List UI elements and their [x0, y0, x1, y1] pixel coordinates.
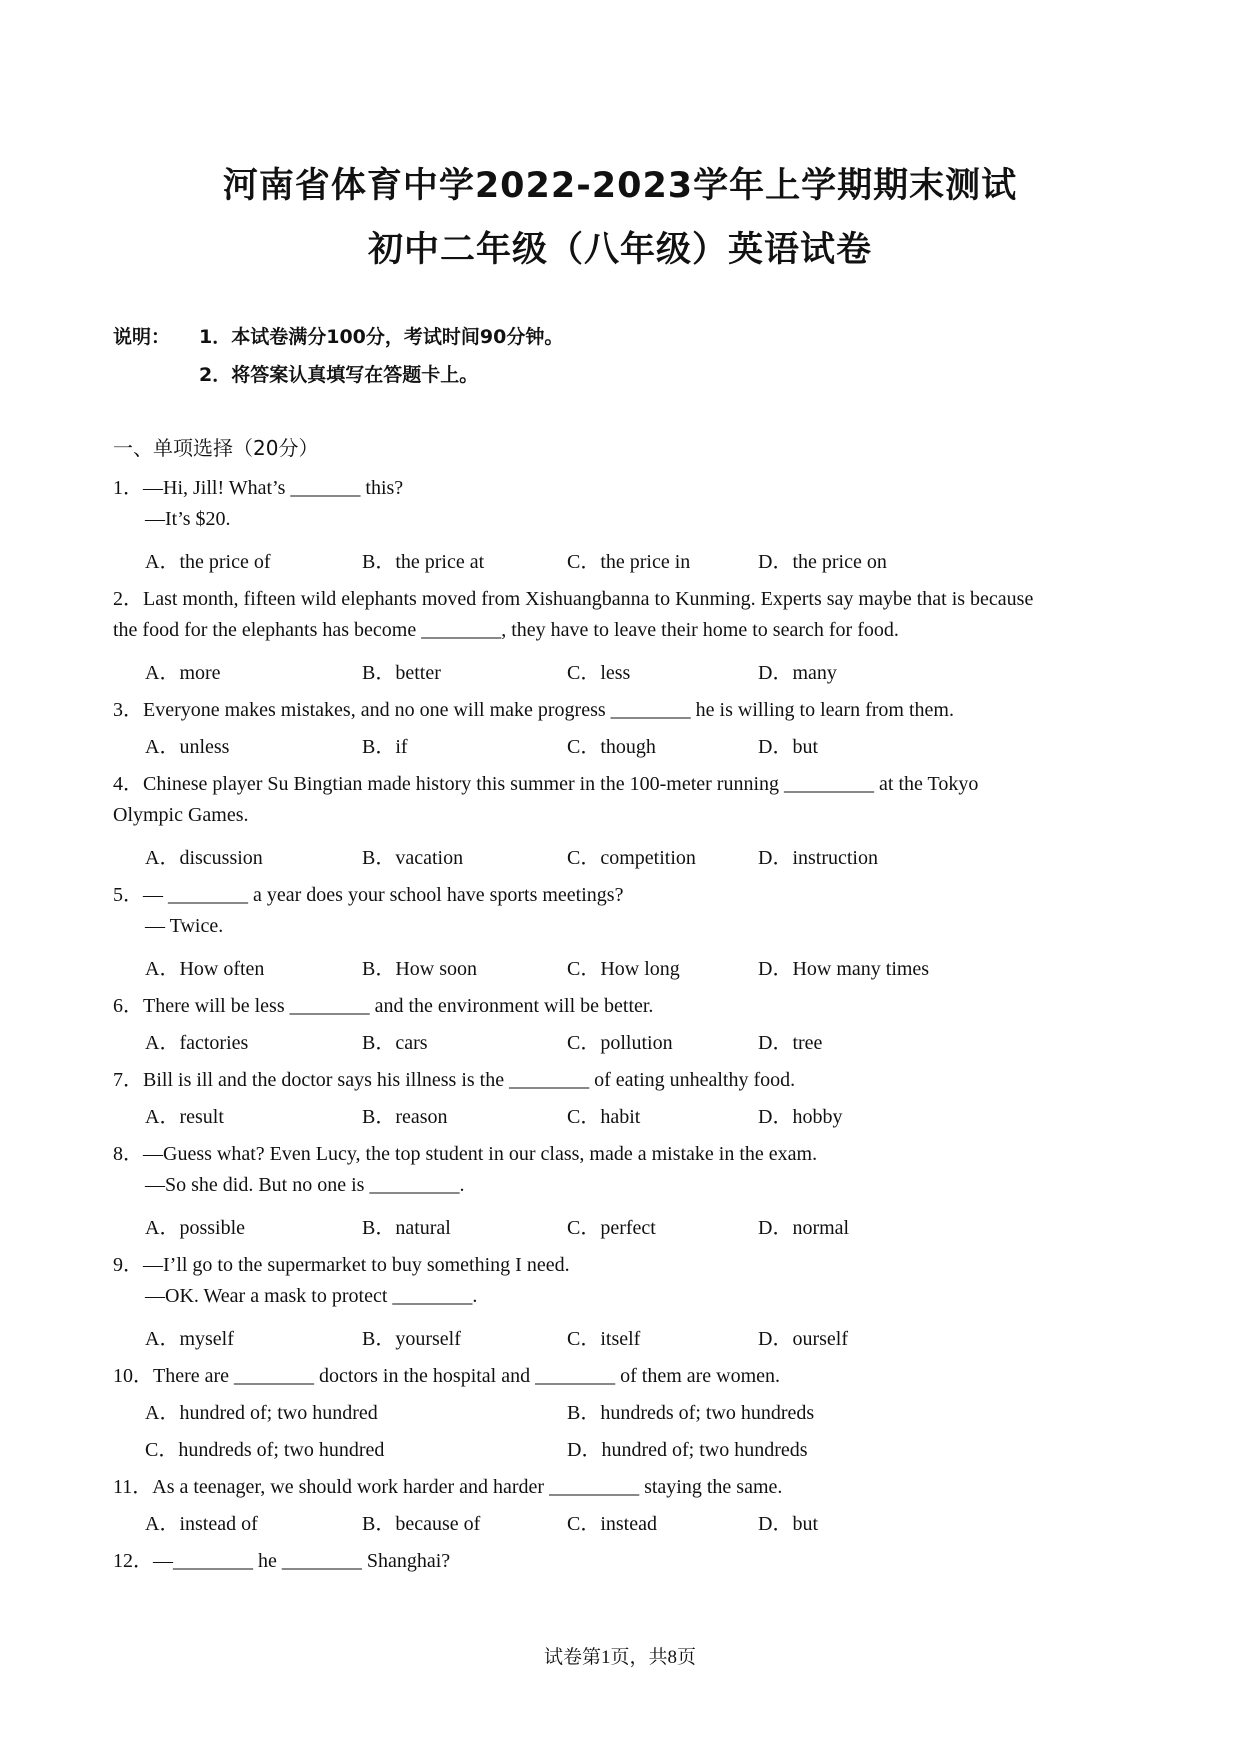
- q3-option-d: D．but: [758, 736, 818, 758]
- q1-option-c: C．the price in: [567, 551, 691, 573]
- q3-option-c: C．though: [567, 736, 656, 758]
- q3-option-a: A．unless: [145, 736, 230, 758]
- question-2-stem-line1: 2．Last month, fifteen wild elephants moved from Xishuangbanna to Kunming. Experts say maybe that is because: [113, 588, 1034, 610]
- section-heading: 一、单项选择（20分）: [113, 436, 319, 460]
- question-8-reply: —So she did. But no one is _________.: [145, 1174, 465, 1196]
- q4-option-b: B．vacation: [362, 847, 464, 869]
- q1-option-d: D．the price on: [758, 551, 887, 573]
- q3-option-b: B．if: [362, 736, 408, 758]
- question-1-stem: 1．—Hi, Jill! What’s _______ this?: [113, 477, 404, 499]
- question-8-stem: 8．—Guess what? Even Lucy, the top student in our class, made a mistake in the exam.: [113, 1143, 818, 1165]
- q9-option-d: D．ourself: [758, 1328, 848, 1350]
- q9-option-b: B．yourself: [362, 1328, 461, 1350]
- question-9-reply: —OK. Wear a mask to protect ________.: [145, 1285, 478, 1307]
- q8-option-a: A．possible: [145, 1217, 245, 1239]
- q4-option-a: A．discussion: [145, 847, 263, 869]
- q10-option-a: A．hundred of; two hundred: [145, 1402, 378, 1424]
- note-item-2: 2．将答案认真填写在答题卡上。: [199, 364, 479, 386]
- page-footer: 试卷第1页，共8页: [543, 1647, 696, 1668]
- q5-option-c: C．How long: [567, 958, 680, 980]
- q11-option-d: D．but: [758, 1513, 818, 1535]
- question-5-stem: 5．— ________ a year does your school have sports meetings?: [113, 884, 624, 906]
- q4-option-d: D．instruction: [758, 847, 878, 869]
- q6-option-a: A．factories: [145, 1032, 249, 1054]
- question-6-stem: 6．There will be less ________ and the environment will be better.: [113, 995, 654, 1017]
- q1-option-b: B．the price at: [362, 551, 485, 573]
- q2-option-d: D．many: [758, 662, 837, 684]
- exam-title: 河南省体育中学2022-2023学年上学期期末测试: [222, 166, 1018, 206]
- q8-option-d: D．normal: [758, 1217, 850, 1239]
- note-item-1: 1．本试卷满分100分，考试时间90分钟。: [199, 326, 564, 348]
- question-10-stem: 10．There are ________ doctors in the hospital and ________ of them are women.: [113, 1365, 781, 1387]
- q7-option-d: D．hobby: [758, 1106, 843, 1128]
- question-4-stem-line1: 4．Chinese player Su Bingtian made history this summer in the 100-meter running _________ at the Tokyo: [113, 773, 979, 795]
- q11-option-b: B．because of: [362, 1513, 481, 1535]
- q10-option-d: D．hundred of; two hundreds: [567, 1439, 808, 1461]
- q10-option-b: B．hundreds of; two hundreds: [567, 1402, 815, 1424]
- q2-option-c: C．less: [567, 662, 631, 684]
- q5-option-a: A．How often: [145, 958, 265, 980]
- question-2-stem-line2: the food for the elephants has become ________, they have to leave their home to search for food.: [113, 619, 899, 641]
- q9-option-a: A．myself: [145, 1328, 234, 1350]
- q10-option-c: C．hundreds of; two hundred: [145, 1439, 385, 1461]
- q5-option-b: B．How soon: [362, 958, 478, 980]
- question-9-stem: 9．—I’ll go to the supermarket to buy something I need.: [113, 1254, 570, 1276]
- q6-option-b: B．cars: [362, 1032, 428, 1054]
- question-1-reply: —It’s $20.: [145, 508, 231, 530]
- question-3-stem: 3．Everyone makes mistakes, and no one will make progress ________ he is willing to learn from them.: [113, 699, 954, 721]
- exam-subtitle: 初中二年级（八年级）英语试卷: [367, 230, 872, 270]
- question-11-stem: 11．As a teenager, we should work harder and harder _________ staying the same.: [113, 1476, 783, 1498]
- q6-option-d: D．tree: [758, 1032, 823, 1054]
- q1-option-a: A．the price of: [145, 551, 271, 573]
- q9-option-c: C．itself: [567, 1328, 641, 1350]
- q2-option-a: A．more: [145, 662, 221, 684]
- q7-option-c: C．habit: [567, 1106, 641, 1128]
- q8-option-b: B．natural: [362, 1217, 451, 1239]
- q7-option-b: B．reason: [362, 1106, 448, 1128]
- q2-option-b: B．better: [362, 662, 441, 684]
- question-5-reply: — Twice.: [145, 915, 224, 937]
- notes-label: 说明：: [113, 326, 171, 348]
- question-12-stem: 12．—________ he ________ Shanghai?: [113, 1550, 451, 1572]
- q5-option-d: D．How many times: [758, 958, 930, 980]
- q6-option-c: C．pollution: [567, 1032, 673, 1054]
- q4-option-c: C．competition: [567, 847, 696, 869]
- q7-option-a: A．result: [145, 1106, 224, 1128]
- question-7-stem: 7．Bill is ill and the doctor says his illness is the ________ of eating unhealthy food.: [113, 1069, 796, 1091]
- q11-option-c: C．instead: [567, 1513, 657, 1535]
- question-4-stem-line2: Olympic Games.: [113, 804, 249, 826]
- q11-option-a: A．instead of: [145, 1513, 258, 1535]
- q8-option-c: C．perfect: [567, 1217, 656, 1239]
